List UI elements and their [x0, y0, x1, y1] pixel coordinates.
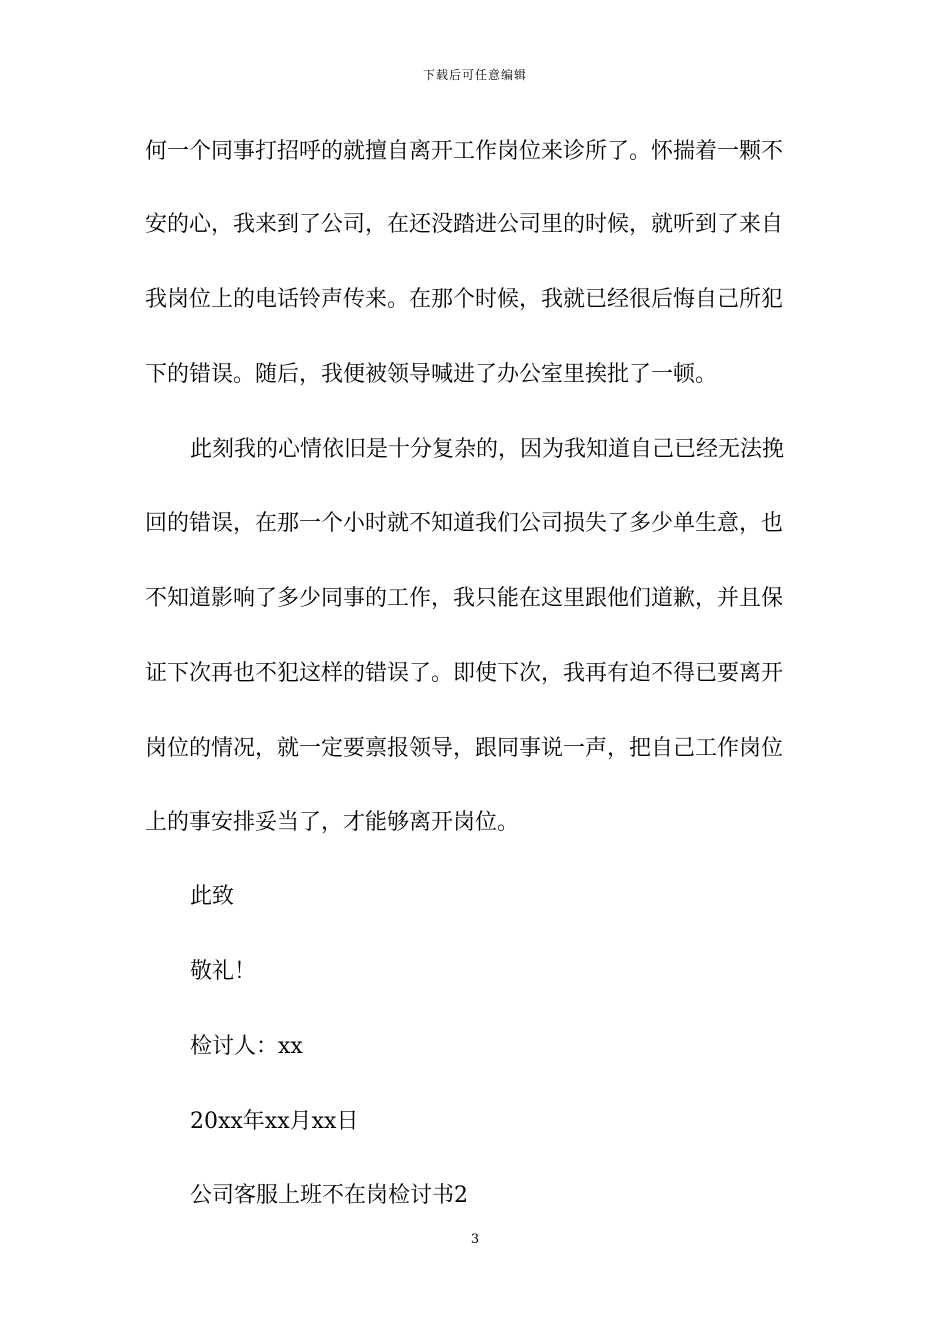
paragraph-line: 证下次再也不犯这样的错误了。即使下次，我再有迫不得已要离开 — [145, 661, 784, 686]
paragraph-line: 下的错误。随后，我便被领导喊进了办公室里挨批了一顿。 — [145, 362, 718, 387]
paragraph-line: 回的错误，在那一个小时就不知道我们公司损失了多少单生意，也 — [145, 511, 784, 536]
paragraph-line: 何一个同事打招呼的就擅自离开工作岗位来诊所了。怀揣着一颗不 — [145, 139, 784, 164]
paragraph-line: 上的事安排妥当了，才能够离开岗位。 — [145, 810, 520, 835]
paragraph-line: 岗位的情况，就一定要禀报领导，跟同事说一声，把自己工作岗位 — [145, 736, 784, 761]
paragraph-line: 安的心，我来到了公司，在还没踏进公司里的时候，就听到了来自 — [145, 212, 784, 237]
date-line: 20xx年xx月xx日 — [190, 1109, 359, 1134]
paragraph-line: 此刻我的心情依旧是十分复杂的，因为我知道自己已经无法挽 — [190, 437, 785, 462]
page-header: 下载后可任意编辑 — [422, 68, 527, 82]
next-section-title: 公司客服上班不在岗检讨书2 — [190, 1183, 468, 1208]
page-number: 3 — [470, 1232, 480, 1247]
paragraph-line: 不知道影响了多少同事的工作，我只能在这里跟他们道歉，并且保 — [145, 586, 784, 611]
closing-regards: 敬礼！ — [190, 959, 257, 984]
signer-line: 检讨人：xx — [190, 1034, 303, 1059]
paragraph-line: 我岗位上的电话铃声传来。在那个时候，我就已经很后悔自己所犯 — [145, 287, 784, 312]
closing-salutation: 此致 — [190, 884, 235, 909]
